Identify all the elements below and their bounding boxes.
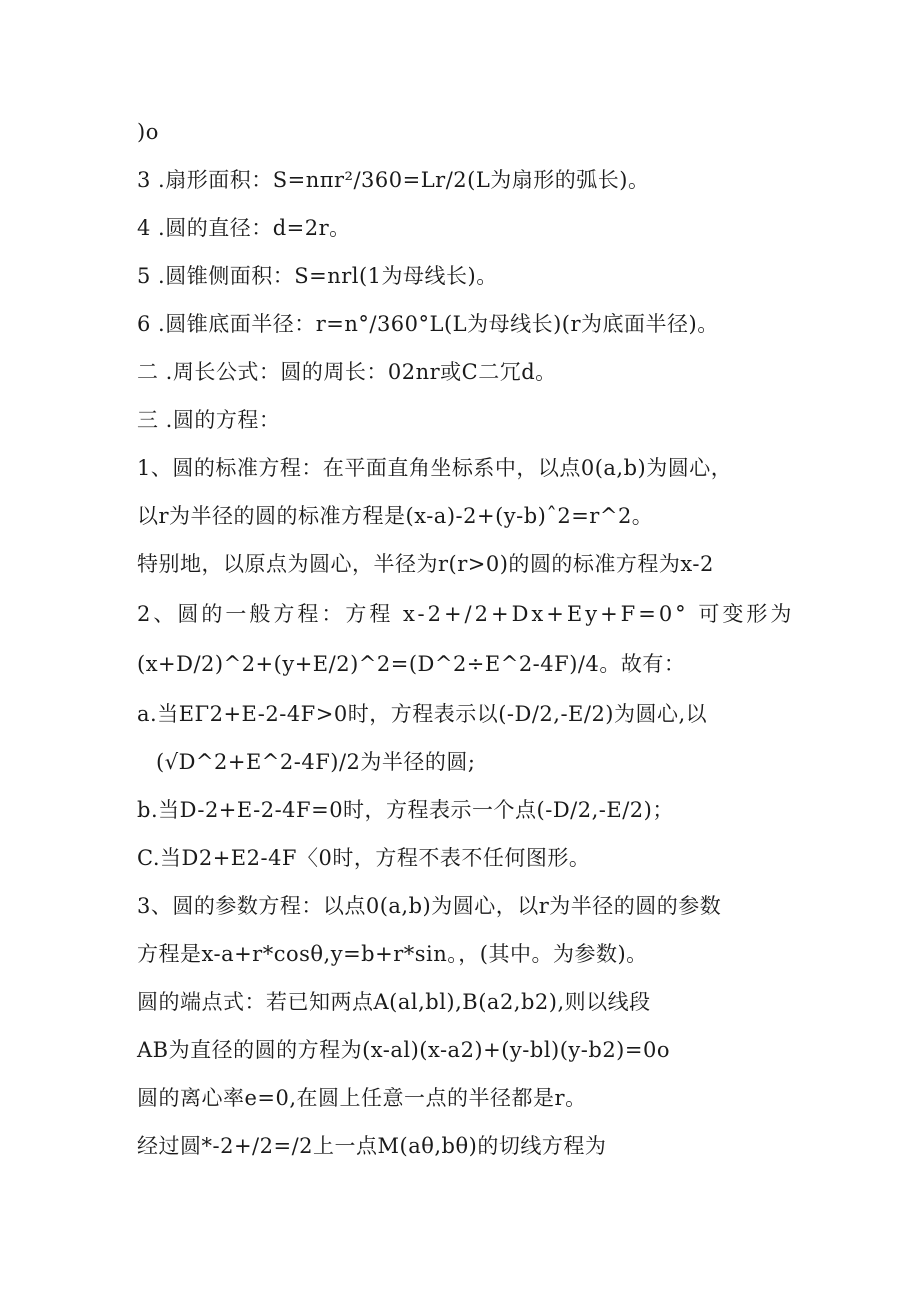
text-line-10: 特别地，以原点为圆心，半径为r(r>0)的圆的标准方程为x-2 <box>137 552 714 576</box>
text-line-18: 方程是x-a+r*cosθ,y=b+r*sin。，(其中。为参数)。 <box>137 942 648 966</box>
text-line-12: (x+D/2)^2+(y+E/2)^2=(D^2÷E^2-4F)/4。故有： <box>137 652 686 676</box>
text-line-2: 3 .扇形面积：S=nπr²/360=Lr/2(L为扇形的弧长)。 <box>137 168 650 192</box>
text-line-3: 4 .圆的直径：d=2r。 <box>137 216 351 240</box>
text-line-15: b.当D-2+E-2-4F=0时，方程表示一个点(-D/2,-E/2)； <box>137 798 674 822</box>
text-line-19: 圆的端点式：若已知两点A(al,bl),B(a2,b2),则以线段 <box>137 990 651 1014</box>
text-line-6: 二 .周长公式：圆的周长：02nr或C二冗d。 <box>137 360 557 384</box>
text-line-5: 6 .圆锥底面半径：r=n°/360°L(L为母线长)(r为底面半径)。 <box>137 312 719 336</box>
text-line-20: AB为直径的圆的方程为(x-al)(x-a2)+(y-bl)(y-b2)=0o <box>137 1038 670 1062</box>
text-line-4: 5 .圆锥侧面积：S=nrl(1为母线长)。 <box>137 264 498 288</box>
text-line-9: 以r为半径的圆的标准方程是(x-a)-2+(y-b)ˆ2=r^2。 <box>137 504 654 528</box>
text-line-1: )o <box>137 120 159 144</box>
text-line-13: a.当EΓ2+E-2-4F>0时，方程表示以(-D/2,-E/2)为圆心,以 <box>137 702 708 726</box>
text-line-22: 经过圆*-2+/2=/2上一点M(aθ,bθ)的切线方程为 <box>137 1134 607 1158</box>
text-line-11: 2、圆的一般方程：方程 x-2+/2+Dx+Ey+F=0° 可变形为 <box>137 602 795 626</box>
text-line-8: 1、圆的标准方程：在平面直角坐标系中，以点0(a,b)为圆心， <box>137 456 733 480</box>
text-line-16: C.当D2+E2-4F〈0时，方程不表不任何图形。 <box>137 846 591 870</box>
text-line-7: 三 .圆的方程： <box>137 408 281 432</box>
text-line-17: 3、圆的参数方程：以点0(a,b)为圆心，以r为半径的圆的参数 <box>137 894 722 918</box>
text-line-21: 圆的离心率e=0,在圆上任意一点的半径都是r。 <box>137 1086 587 1110</box>
text-line-14: (√D^2+E^2-4F)/2为半径的圆; <box>156 750 476 774</box>
